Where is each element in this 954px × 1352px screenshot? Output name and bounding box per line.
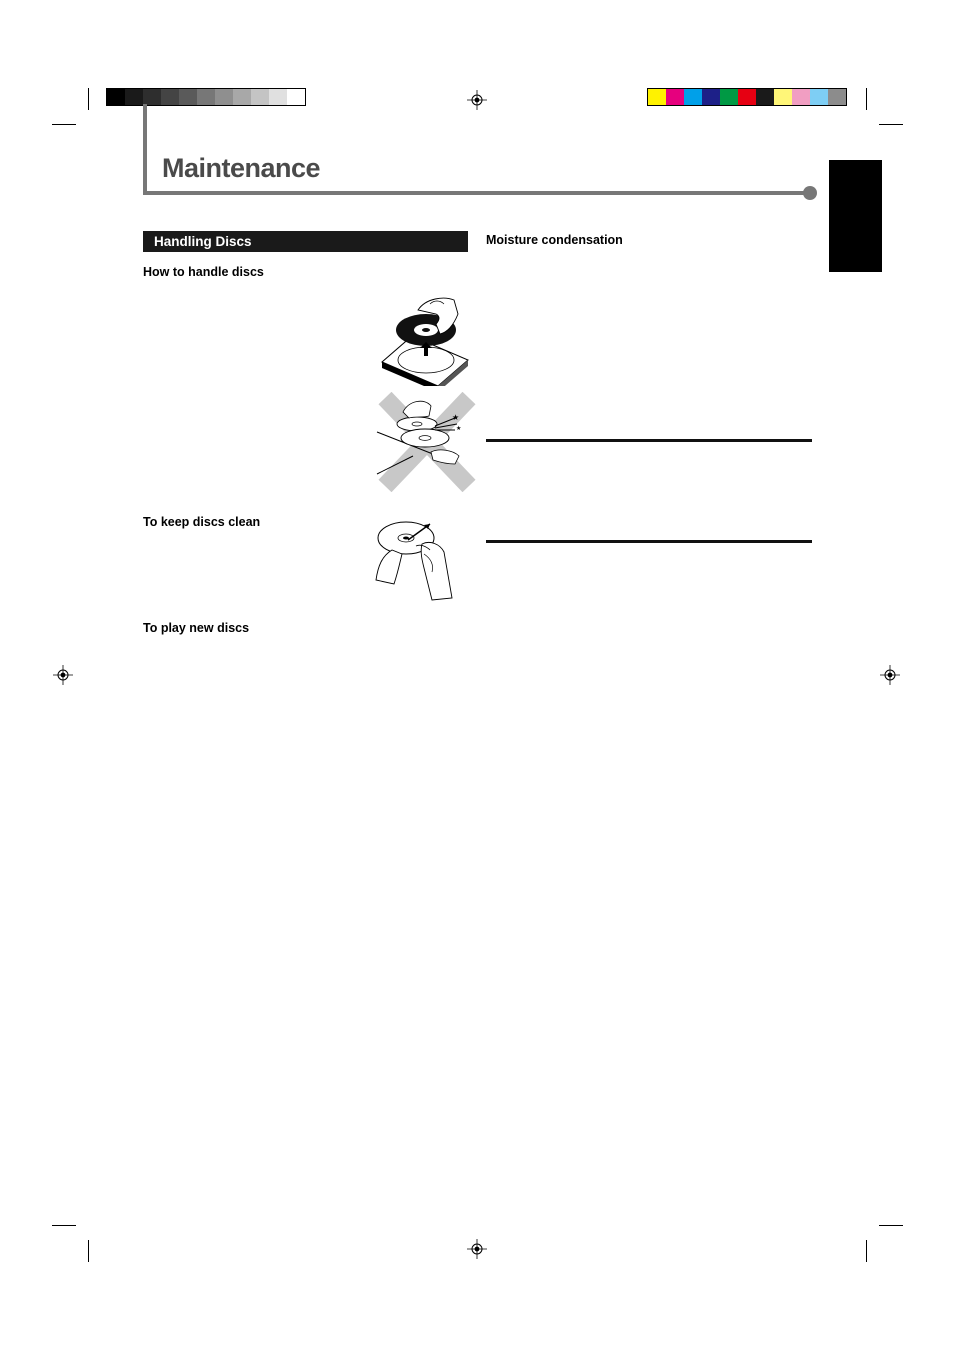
color-swatch — [756, 89, 774, 105]
color-swatch — [792, 89, 810, 105]
crop-mark — [88, 88, 89, 110]
color-swatch — [107, 89, 125, 105]
disc-wrong-handling-crossed-illustration — [373, 392, 477, 492]
title-frame-vertical — [143, 104, 147, 195]
subhead-keep-discs-clean: To keep discs clean — [143, 515, 261, 529]
color-swatch — [269, 89, 287, 105]
color-swatch — [179, 89, 197, 105]
crop-mark — [88, 1240, 89, 1262]
crop-mark — [52, 124, 76, 125]
color-swatch — [702, 89, 720, 105]
section-heading-handling-discs: Handling Discs — [143, 231, 468, 252]
svg-text:★: ★ — [456, 425, 462, 432]
subhead-moisture-condensation: Moisture condensation — [486, 233, 623, 247]
crop-mark — [866, 1240, 867, 1262]
svg-text:★: ★ — [452, 413, 460, 422]
divider-rule — [486, 540, 812, 543]
color-swatch — [125, 89, 143, 105]
title-frame-dot — [803, 186, 817, 200]
color-swatch — [684, 89, 702, 105]
color-swatch — [666, 89, 684, 105]
color-swatch — [720, 89, 738, 105]
color-swatch — [738, 89, 756, 105]
color-swatch — [287, 89, 305, 105]
registration-mark-icon — [53, 665, 73, 685]
color-swatch — [774, 89, 792, 105]
divider-rule — [486, 439, 812, 442]
crop-mark — [879, 1225, 903, 1226]
crop-mark — [879, 124, 903, 125]
registration-mark-icon — [880, 665, 900, 685]
disc-wiping-illustration — [372, 514, 472, 604]
subhead-play-new-discs: To play new discs — [143, 621, 250, 635]
color-swatch — [197, 89, 215, 105]
title-frame-horizontal — [143, 191, 810, 195]
crop-mark — [52, 1225, 76, 1226]
subhead-how-to-handle-discs: How to handle discs — [143, 265, 264, 279]
crop-mark — [866, 88, 867, 110]
registration-mark-icon — [467, 1239, 487, 1259]
color-swatch — [233, 89, 251, 105]
color-swatch — [161, 89, 179, 105]
page-title: Maintenance — [162, 153, 321, 183]
disc-tray-correct-handling-illustration — [378, 290, 470, 386]
language-tab — [829, 160, 882, 272]
color-swatch — [251, 89, 269, 105]
color-swatch — [828, 89, 846, 105]
color-swatch — [810, 89, 828, 105]
registration-mark-icon — [467, 90, 487, 110]
color-swatch — [143, 89, 161, 105]
color-swatch — [215, 89, 233, 105]
color-swatch — [648, 89, 666, 105]
color-calibration-bar — [647, 88, 847, 106]
grayscale-calibration-bar — [106, 88, 306, 106]
